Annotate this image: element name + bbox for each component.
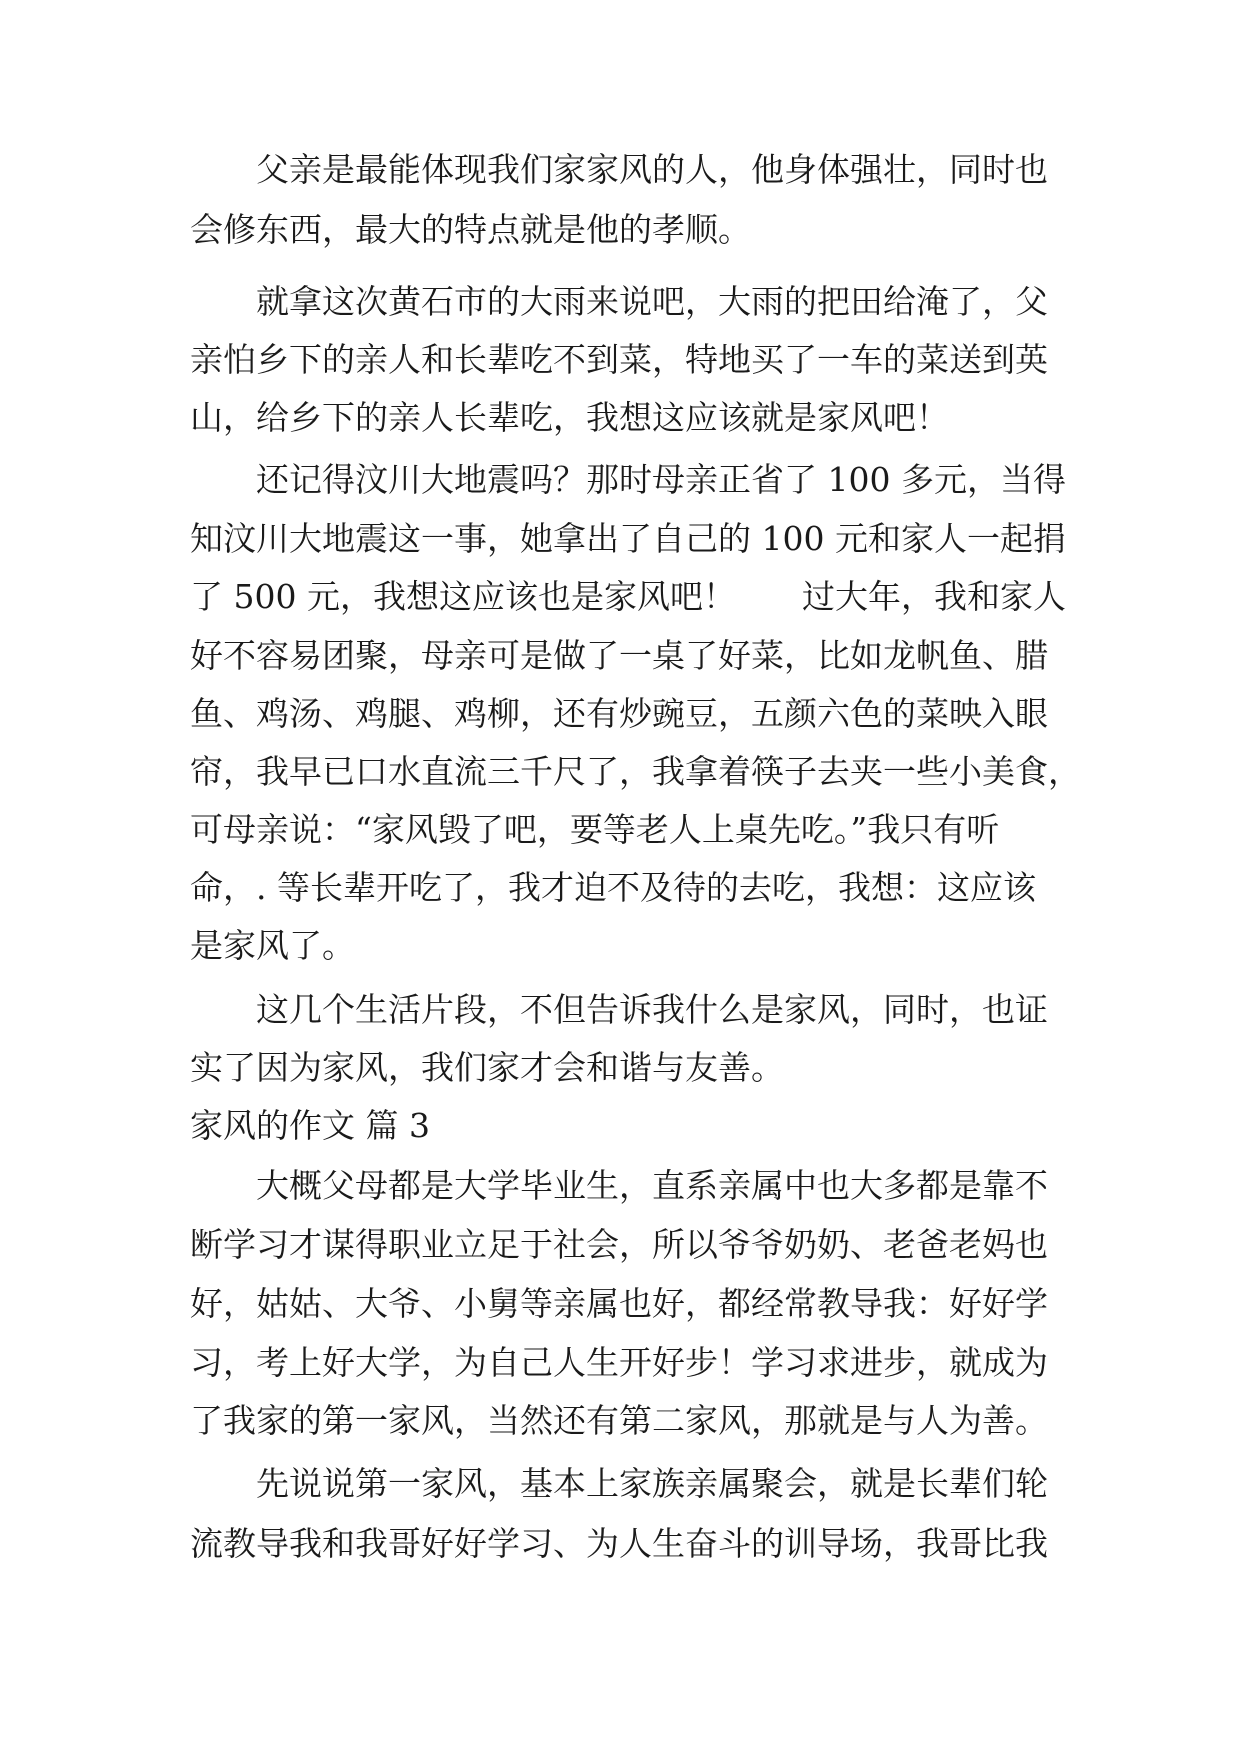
text-line: 断学习才谋得职业立足于社会，所以爷爷奶奶、老爸老妈也 [190, 1225, 1048, 1264]
text-line: 鱼、鸡汤、鸡腿、鸡柳，还有炒豌豆，五颜六色的菜映入眼 [190, 694, 1048, 733]
text-line: 实了因为家风，我们家才会和谐与友善。 [190, 1048, 784, 1087]
text-line: 是家风了。 [190, 926, 355, 965]
text-line: 习，考上好大学，为自己人生开好步！学习求进步，就成为 [190, 1343, 1048, 1382]
text-line: 知汶川大地震这一事，她拿出了自己的 100 元和家人一起捐 [190, 519, 1066, 558]
text-line: 了我家的第一家风，当然还有第二家风，那就是与人为善。 [190, 1401, 1048, 1440]
text-line: 就拿这次黄石市的大雨来说吧，大雨的把田给淹了，父 [256, 282, 1048, 321]
section-heading: 家风的作文 篇 3 [190, 1106, 430, 1145]
text-line: 山，给乡下的亲人长辈吃，我想这应该就是家风吧！ [190, 398, 949, 437]
text-line: 好不容易团聚，母亲可是做了一桌了好菜，比如龙帆鱼、腊 [190, 636, 1048, 675]
text-line: 大概父母都是大学毕业生，直系亲属中也大多都是靠不 [256, 1166, 1048, 1205]
text-line: 先说说第一家风，基本上家族亲属聚会，就是长辈们轮 [256, 1464, 1048, 1503]
text-line: 还记得汶川大地震吗？那时母亲正省了 100 多元，当得 [256, 460, 1066, 499]
text-line: 帘，我早已口水直流三千尺了，我拿着筷子去夹一些小美食， [190, 752, 1081, 791]
text-line: 可母亲说：“家风毁了吧，要等老人上桌先吃。”我只有听 [190, 810, 1000, 849]
text-line: 好，姑姑、大爷、小舅等亲属也好，都经常教导我：好好学 [190, 1284, 1048, 1323]
text-line: 父亲是最能体现我们家家风的人，他身体强壮，同时也 [256, 150, 1048, 189]
text-line: 流教导我和我哥好好学习、为人生奋斗的训导场，我哥比我 [190, 1524, 1048, 1563]
text-line: 会修东西，最大的特点就是他的孝顺。 [190, 210, 751, 249]
text-line: 亲怕乡下的亲人和长辈吃不到菜，特地买了一车的菜送到英 [190, 340, 1048, 379]
text-line: 了 500 元，我想这应该也是家风吧！ 过大年，我和家人 [190, 577, 1066, 616]
text-line: 这几个生活片段，不但告诉我什么是家风，同时，也证 [256, 990, 1048, 1029]
text-line: 命，. 等长辈开吃了，我才迫不及待的去吃，我想：这应该 [190, 868, 1036, 907]
